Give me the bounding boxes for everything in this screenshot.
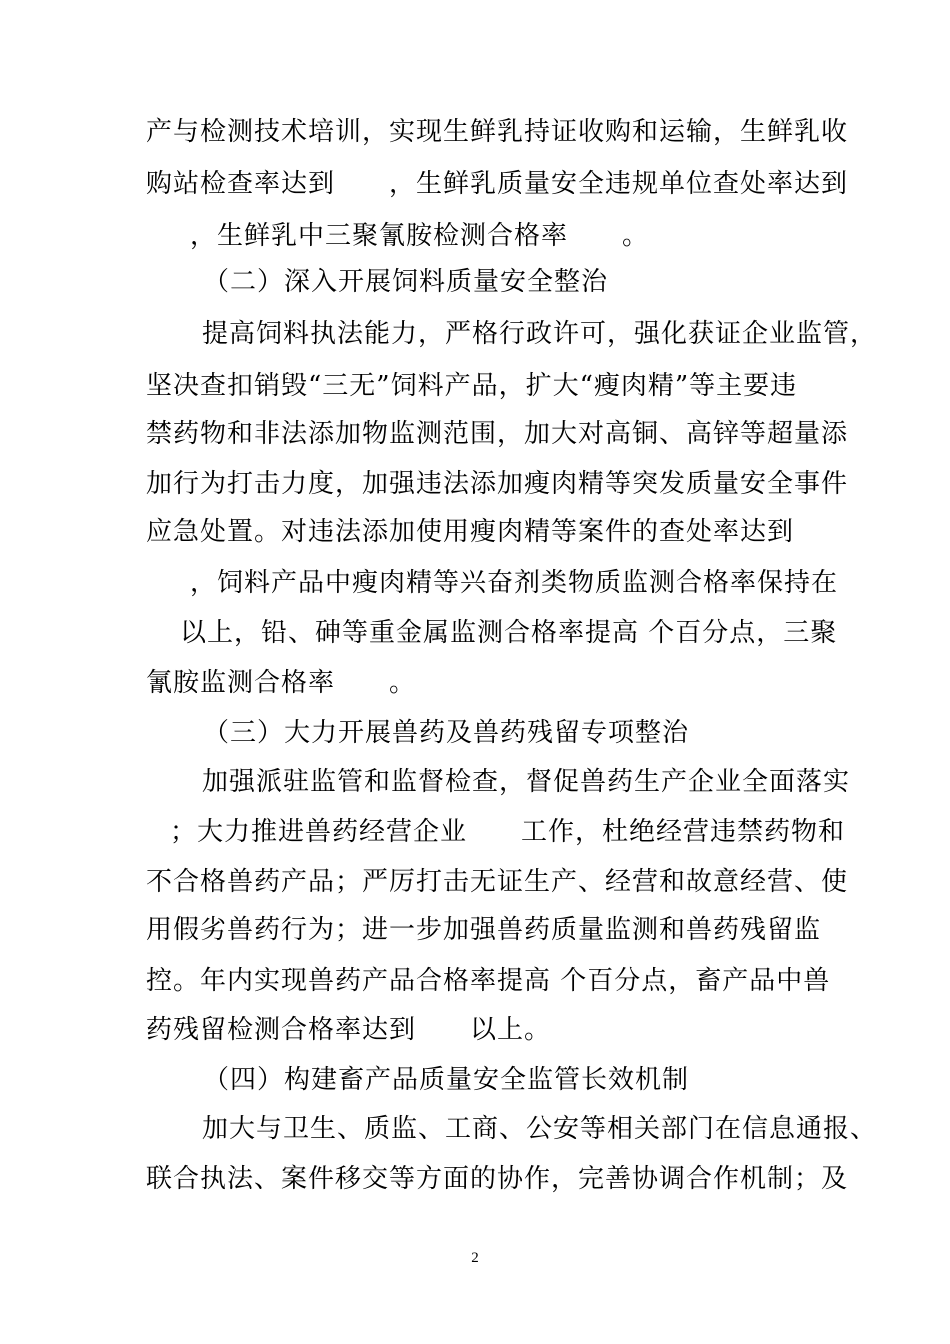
text-line-12: 氰胺监测合格率 。 <box>146 668 417 698</box>
text-line-11: 以上，铅、砷等重金属监测合格率提高 个百分点，三聚 <box>180 618 838 648</box>
text-line-14: 加强派驻监管和监督检查，督促兽药生产企业全面落实 <box>202 767 851 797</box>
text-line-16: 不合格兽药产品；严厉打击无证生产、经营和故意经营、使 <box>146 867 849 897</box>
text-line-7: 禁药物和非法添加物监测范围，加大对高铜、高锌等超量添 <box>146 419 849 449</box>
text-line-1: 产与检测技术培训，实现生鲜乳持证收购和运输，生鲜乳收 <box>146 117 849 147</box>
text-line-2: 购站检查率达到 ，生鲜乳质量安全违规单位查处率达到 <box>146 169 849 199</box>
text-line-15: ；大力推进兽药经营企业 工作，杜绝经营违禁药物和 <box>170 817 846 847</box>
section-heading-4: （四）构建畜产品质量安全监管长效机制 <box>203 1065 690 1095</box>
page-number: 2 <box>471 1250 479 1266</box>
text-line-18: 控。年内实现兽药产品合格率提高 个百分点，畜产品中兽 <box>146 966 831 996</box>
text-line-5: 提高饲料执法能力，严格行政许可，强化获证企业监管， <box>202 319 878 349</box>
section-heading-3: （三）大力开展兽药及兽药残留专项整治 <box>203 718 690 748</box>
text-line-8: 加行为打击力度，加强违法添加瘦肉精等突发质量安全事件 <box>146 469 849 499</box>
text-line-3: ，生鲜乳中三聚氰胺检测合格率 。 <box>190 221 650 251</box>
text-line-22: 联合执法、案件移交等方面的协作，完善协调合作机制；及 <box>146 1164 849 1194</box>
text-line-21: 加大与卫生、质监、工商、公安等相关部门在信息通报、 <box>202 1114 878 1144</box>
section-heading-2: （二）深入开展饲料质量安全整治 <box>203 267 609 297</box>
text-line-19: 药残留检测合格率达到 以上。 <box>146 1015 552 1045</box>
text-line-6: 坚决查扣销毁“三无”饲料产品，扩大“瘦肉精”等主要违 <box>146 371 798 401</box>
text-line-10: ，饲料产品中瘦肉精等兴奋剂类物质监测合格率保持在 <box>190 568 839 598</box>
text-line-9: 应急处置。对违法添加使用瘦肉精等案件的查处率达到 <box>146 517 795 547</box>
text-line-17: 用假劣兽药行为；进一步加强兽药质量监测和兽药残留监 <box>146 915 822 945</box>
